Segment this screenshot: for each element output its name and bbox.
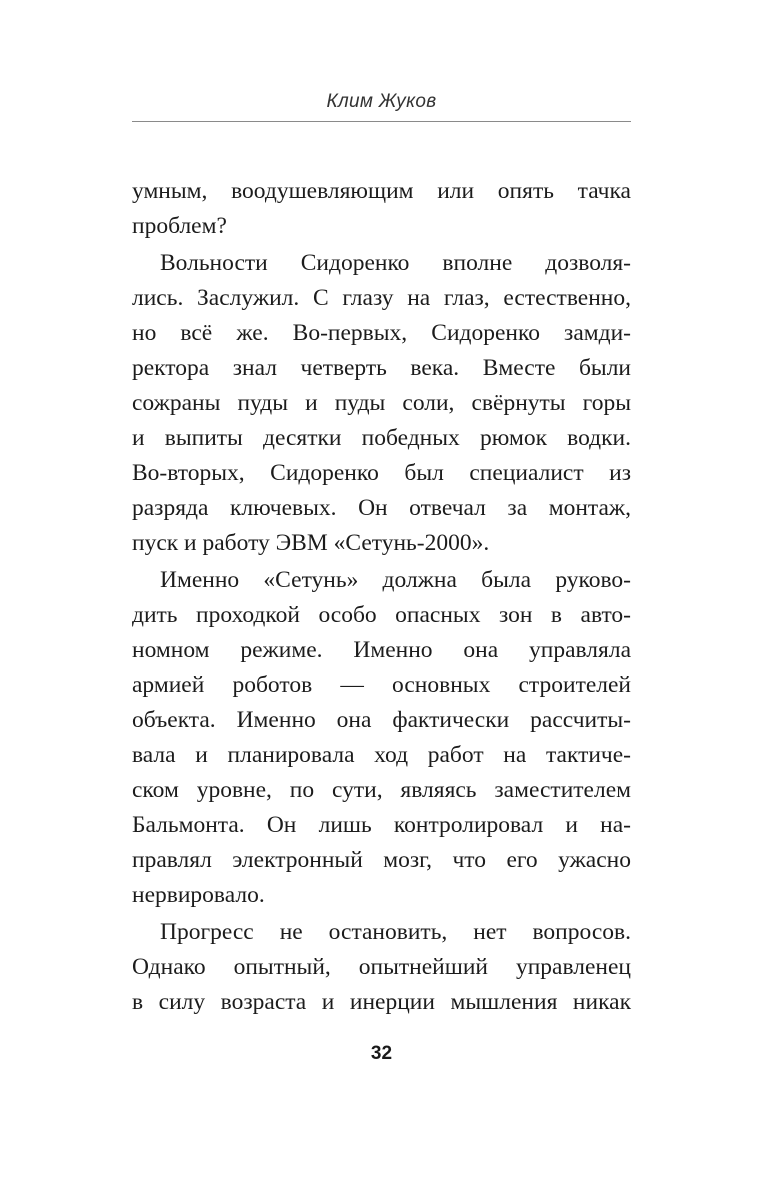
paragraph <box>132 174 631 244</box>
text-line: Именно «Сетунь» должна была руково- <box>160 567 631 593</box>
text-line: вала и планировала ход работ на тактиче- <box>132 742 631 768</box>
text-line: в силу возраста и инерции мышления никак <box>132 989 631 1015</box>
text-line: Вольности Сидоренко вполне дозволя- <box>160 250 631 276</box>
body-text <box>132 174 631 1020</box>
text-line: дить проходкой особо опасных зон в авто- <box>132 602 631 628</box>
text-line: объекта. Именно она фактически рассчиты- <box>132 707 631 733</box>
text-line: нервировало. <box>132 882 265 908</box>
page-number: 32 <box>370 1043 393 1064</box>
header-divider <box>132 121 631 122</box>
text-line: номном режиме. Именно она управляла <box>132 637 631 663</box>
text-line: правлял электронный мозг, что его ужасно <box>132 847 631 873</box>
text-line: лись. Заслужил. С глазу на глаз, естественно, <box>132 285 631 311</box>
text-line: армией роботов — основных строителей <box>132 672 631 698</box>
text-line: но всё же. Во-первых, Сидоренко замди- <box>132 320 631 346</box>
text-line: Однако опытный, опытнейший управленец <box>132 954 631 980</box>
text-line: разряда ключевых. Он отвечал за монтаж, <box>132 495 631 521</box>
text-line: и выпиты десятки победных рюмок водки. <box>132 425 631 451</box>
paragraph <box>132 246 631 561</box>
paragraph <box>132 915 631 1020</box>
paragraph <box>132 563 631 913</box>
running-head-author: Клим Жуков <box>326 91 437 112</box>
text-line: Прогресс не остановить, нет вопросов. <box>160 919 631 945</box>
text-line: ректора знал четверть века. Вместе были <box>132 355 631 381</box>
text-line: проблем? <box>132 213 227 239</box>
text-line: сожраны пуды и пуды соли, свёрнуты горы <box>132 390 631 416</box>
text-line: ском уровне, по сути, являясь заместителем <box>132 777 631 803</box>
text-line: умным, воодушевляющим или опять тачка <box>132 178 631 204</box>
text-line: Бальмонта. Он лишь контролировал и на- <box>132 812 631 838</box>
text-line: Во-вторых, Сидоренко был специалист из <box>132 460 631 486</box>
text-line: пуск и работу ЭВМ «Сетунь-2000». <box>132 530 490 556</box>
